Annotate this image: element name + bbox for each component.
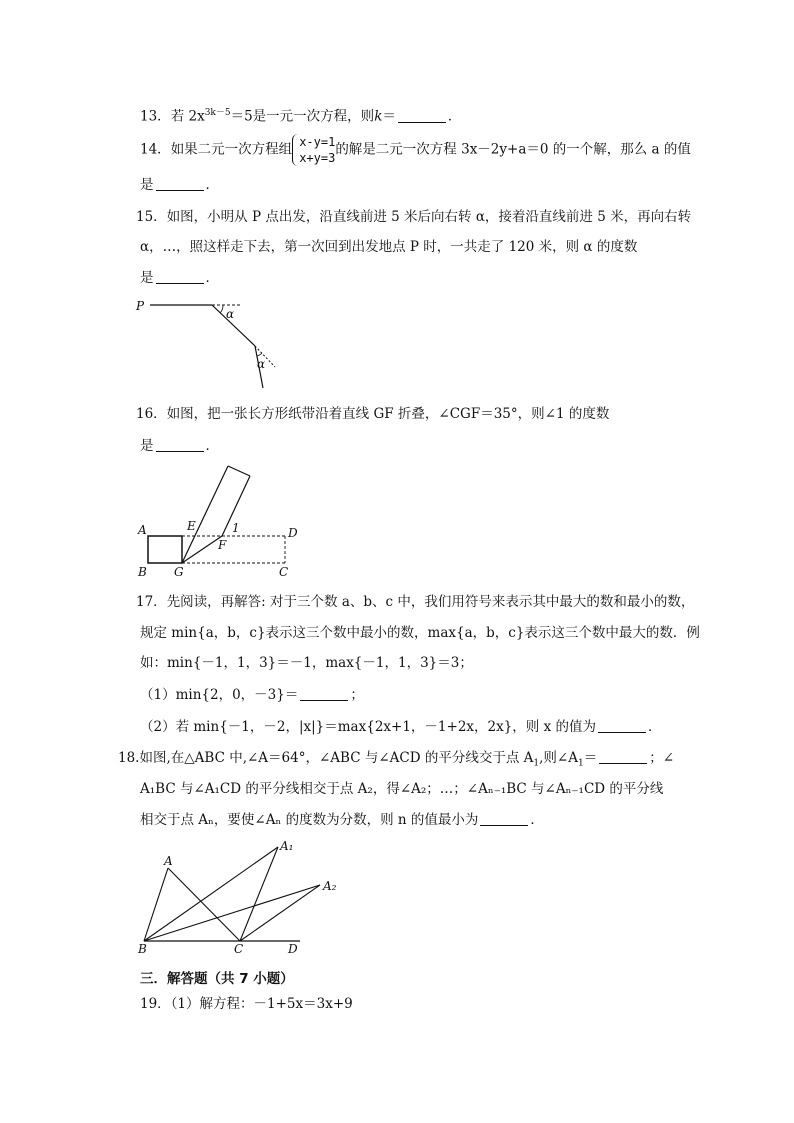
equation-1: x-y=1 [299, 135, 336, 149]
q14-end: ． [205, 177, 219, 193]
q13-equals: ＝ [382, 108, 396, 125]
label-p: P [136, 299, 145, 313]
question-16-line-2 [140, 437, 219, 455]
q15-line1: 如图，小明从 P 点出发，沿直线前进 5 米后向右转 α，接着沿直线前进 5 米，再向右转 [166, 209, 692, 225]
question-17-sub-2 [140, 718, 662, 736]
answer-blank[interactable] [156, 438, 204, 452]
section-heading: 三．解答题（共 7 小题） [140, 971, 294, 987]
q17-sub1-end: ； [350, 687, 364, 703]
q18-line2: A₁BC 与∠A₁CD 的平分线相交于点 A₂，得∠A₂；…；∠Aₙ₋₁BC 与∠Aₙ₋₁CD 的平分线 [140, 781, 664, 797]
q18-line3: 相交于点 Aₙ，要使∠Aₙ 的度数为分数，则 n 的值最小为 [140, 812, 479, 828]
label-c: C [279, 565, 289, 579]
q13-end: ． [447, 108, 462, 125]
q16-line2: 是 [140, 438, 154, 454]
question-19 [140, 995, 353, 1013]
question-17 [136, 593, 694, 611]
q14-line2: 是 [140, 177, 154, 193]
label-a: A [164, 854, 173, 868]
label-e: E [187, 519, 196, 533]
q18-line1b: ,则∠A [539, 750, 578, 766]
figure-q18-triangle [130, 838, 350, 956]
equation-system [292, 134, 335, 166]
question-13 [140, 104, 461, 126]
label-1: 1 [232, 521, 240, 535]
label-c: C [234, 942, 244, 956]
question-17-sub-1 [140, 686, 364, 704]
question-14-line-2 [140, 176, 219, 194]
q17-line2: 规定 min{a，b，c}表示这三个数中最小的数，max{a，b，c}表示这三个数中最大的数．例 [140, 625, 700, 641]
label-alpha-1: α [226, 307, 235, 321]
label-a: A [138, 523, 147, 537]
q19-text: （1）解方程：－1+5x＝3x+9 [170, 996, 353, 1012]
q18-sub2: 1 [577, 758, 584, 769]
label-a1: A₁ [280, 839, 294, 853]
q18-line1c: ＝ [583, 750, 598, 766]
question-number: 14． [140, 141, 171, 158]
q16-end: ． [205, 438, 219, 454]
question-number: 13． [140, 108, 171, 125]
answer-blank[interactable] [300, 687, 348, 701]
question-number: 15． [136, 209, 167, 225]
q17-sub2: （2）若 min{－1，－2，|x|}＝max{2x+1，－1+2x，2x}，则 x 的值为 [140, 719, 597, 735]
question-17-line-2 [140, 624, 700, 642]
question-18-line-2 [140, 780, 663, 798]
figure-q16-fold [130, 462, 310, 584]
q18-line3-end: ． [530, 812, 544, 828]
q13-exponent: 3k－5 [204, 108, 231, 118]
question-number: 19． [140, 996, 171, 1012]
label-f: F [218, 538, 227, 552]
q15-line3: 是 [140, 270, 154, 286]
q13-variable: k [374, 108, 383, 125]
q17-sub2-end: ． [648, 719, 662, 735]
question-15 [136, 208, 691, 226]
question-16 [136, 405, 609, 423]
q14-text: 如果二元一次方程组 [170, 141, 293, 158]
label-b: B [138, 942, 147, 956]
question-17-line-3 [140, 654, 473, 672]
q13-expression: 若 2x [170, 108, 205, 125]
question-18 [118, 749, 674, 773]
q13-text: ＝5是一元一次方程，则 [230, 108, 375, 125]
figure-q15-path [130, 292, 290, 397]
question-14 [140, 134, 691, 166]
q17-sub1: （1）min{2，0，－3}＝ [140, 687, 299, 703]
label-b: B [138, 565, 147, 579]
answer-blank[interactable] [598, 719, 646, 733]
label-g: G [174, 565, 184, 579]
answer-blank[interactable] [599, 750, 647, 764]
q15-line2: α，…，照这样走下去，第一次回到出发地点 P 时，一共走了 120 米，则 α 的度数 [140, 239, 638, 255]
answer-blank[interactable] [398, 109, 446, 123]
q15-end: ． [205, 270, 219, 286]
equation-2: x+y=3 [299, 151, 336, 165]
question-number: 18. [118, 750, 140, 766]
label-d: D [288, 526, 298, 540]
label-d: D [288, 942, 298, 956]
q18-line1a: 如图,在△ABC 中,∠A＝64°，∠ABC 与∠ACD 的平分线交于点 A [139, 750, 534, 766]
question-number: 17． [136, 594, 167, 610]
q18-line1-end: ；∠ [649, 750, 675, 766]
q16-line1: 如图，把一张长方形纸带沿着直线 GF 折叠，∠CGF＝35°，则∠1 的度数 [166, 406, 610, 422]
label-a2: A₂ [323, 879, 337, 893]
question-15-line-3 [140, 269, 219, 287]
answer-blank[interactable] [480, 812, 528, 826]
question-number: 16． [136, 406, 167, 422]
q17-line1: 先阅读，再解答: 对于三个数 a、b、c 中，我们用符号来表示其中最大的数和最小的数， [166, 594, 695, 610]
label-alpha-2: α [257, 357, 266, 371]
q18-sub: 1 [533, 758, 540, 769]
answer-blank[interactable] [156, 270, 204, 284]
q14-text-2: 的解是二元一次方程 3x－2y+a＝0 的一个解，那么 a 的值 [335, 141, 691, 158]
answer-blank[interactable] [156, 177, 204, 191]
q17-line3: 如：min{－1，1，3}＝－1，max{－1，1，3}＝3； [140, 655, 473, 671]
question-15-line-2 [140, 238, 637, 256]
question-18-line-3 [140, 811, 544, 829]
